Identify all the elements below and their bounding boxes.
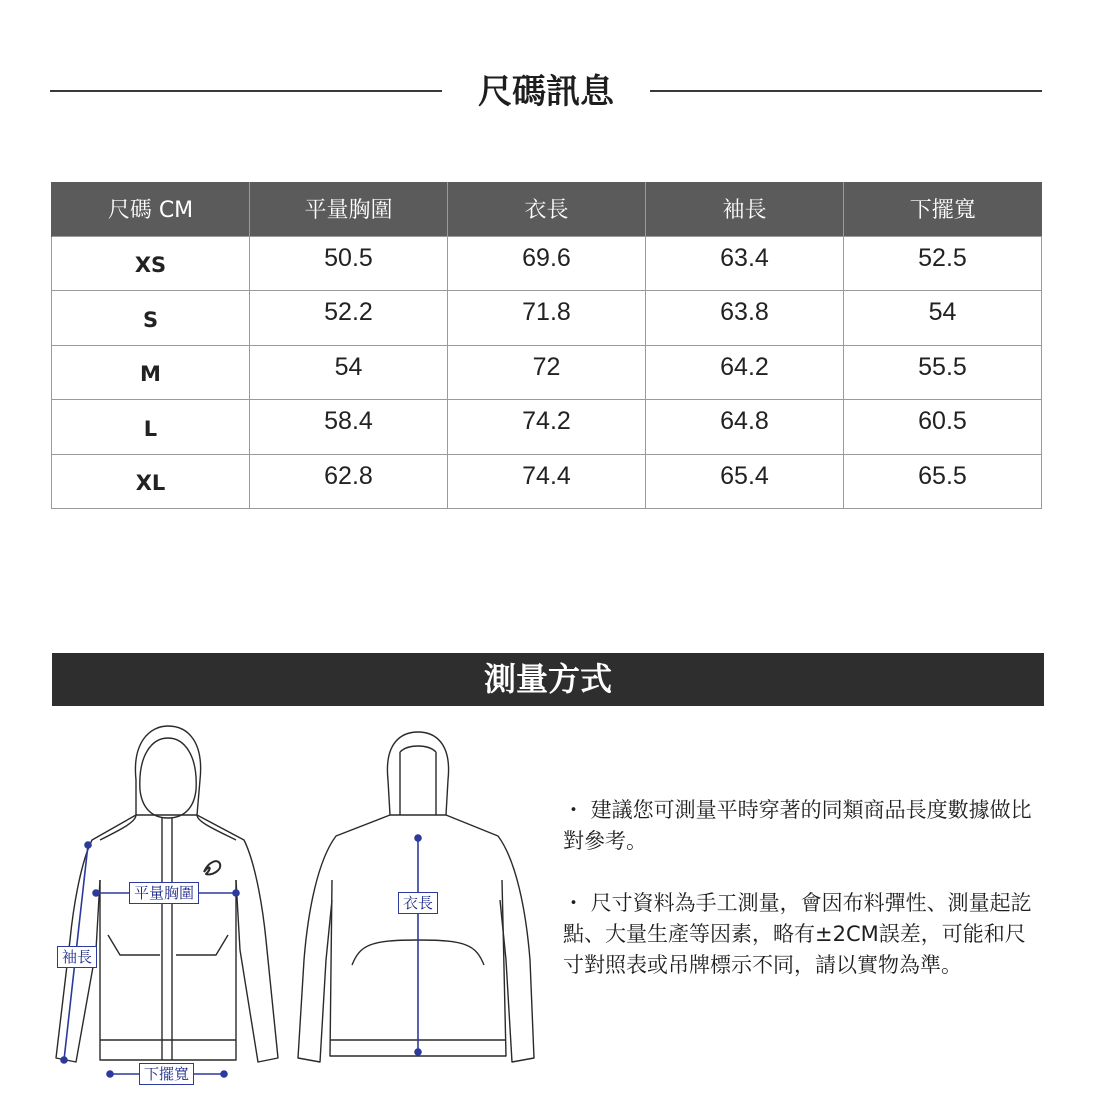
measurement-notes (563, 795, 1043, 1012)
table-cell: 52.5 (844, 236, 1042, 291)
size-table-header-row (52, 182, 1042, 236)
measurement-title: 測量方式 (52, 653, 1044, 706)
table-cell: 60.5 (844, 400, 1042, 455)
note-item: ・ 建議您可測量平時穿著的同類商品長度數據做比對參考。 (563, 798, 1032, 853)
table-row (52, 454, 1042, 509)
column-header-hem: 下擺寬 (844, 182, 1042, 236)
table-cell: 65.5 (844, 454, 1042, 509)
sleeve-measure-label: 袖長 (57, 946, 97, 968)
table-cell: 74.4 (448, 454, 646, 509)
table-cell: 71.8 (448, 291, 646, 346)
size-table (51, 182, 1042, 509)
length-measure-label: 衣長 (398, 892, 438, 914)
size-label: M (52, 345, 250, 400)
hem-measure-label: 下擺寬 (139, 1063, 194, 1085)
size-label: XL (52, 454, 250, 509)
table-cell: 63.4 (646, 236, 844, 291)
column-header-size: 尺碼 CM (52, 182, 250, 236)
size-info-title: 尺碼訊息 (478, 72, 614, 112)
column-header-sleeve: 袖長 (646, 182, 844, 236)
size-info-header (50, 64, 1042, 118)
table-cell: 65.4 (646, 454, 844, 509)
table-cell: 54 (844, 291, 1042, 346)
chest-measure-label: 平量胸圍 (129, 882, 199, 904)
size-label: S (52, 291, 250, 346)
table-row (52, 236, 1042, 291)
table-row (52, 345, 1042, 400)
size-label: XS (52, 236, 250, 291)
column-header-length: 衣長 (448, 182, 646, 236)
table-cell: 72 (448, 345, 646, 400)
column-header-chest: 平量胸圍 (250, 182, 448, 236)
size-label: L (52, 400, 250, 455)
table-cell: 69.6 (448, 236, 646, 291)
garment-diagram (40, 706, 560, 1100)
table-cell: 54 (250, 345, 448, 400)
table-cell: 55.5 (844, 345, 1042, 400)
table-cell: 64.8 (646, 400, 844, 455)
table-cell: 50.5 (250, 236, 448, 291)
divider-left (50, 90, 442, 92)
note-item: ・ 尺寸資料為手工測量，會因布料彈性、測量起訖點、大量生產等因素，略有±2CM誤差，可能和尺寸對照表或吊牌標示不同，請以實物為準。 (563, 891, 1032, 977)
table-cell: 58.4 (250, 400, 448, 455)
divider-right (650, 90, 1042, 92)
table-cell: 52.2 (250, 291, 448, 346)
table-cell: 64.2 (646, 345, 844, 400)
table-row (52, 400, 1042, 455)
table-cell: 63.8 (646, 291, 844, 346)
table-cell: 62.8 (250, 454, 448, 509)
table-row (52, 291, 1042, 346)
table-cell: 74.2 (448, 400, 646, 455)
